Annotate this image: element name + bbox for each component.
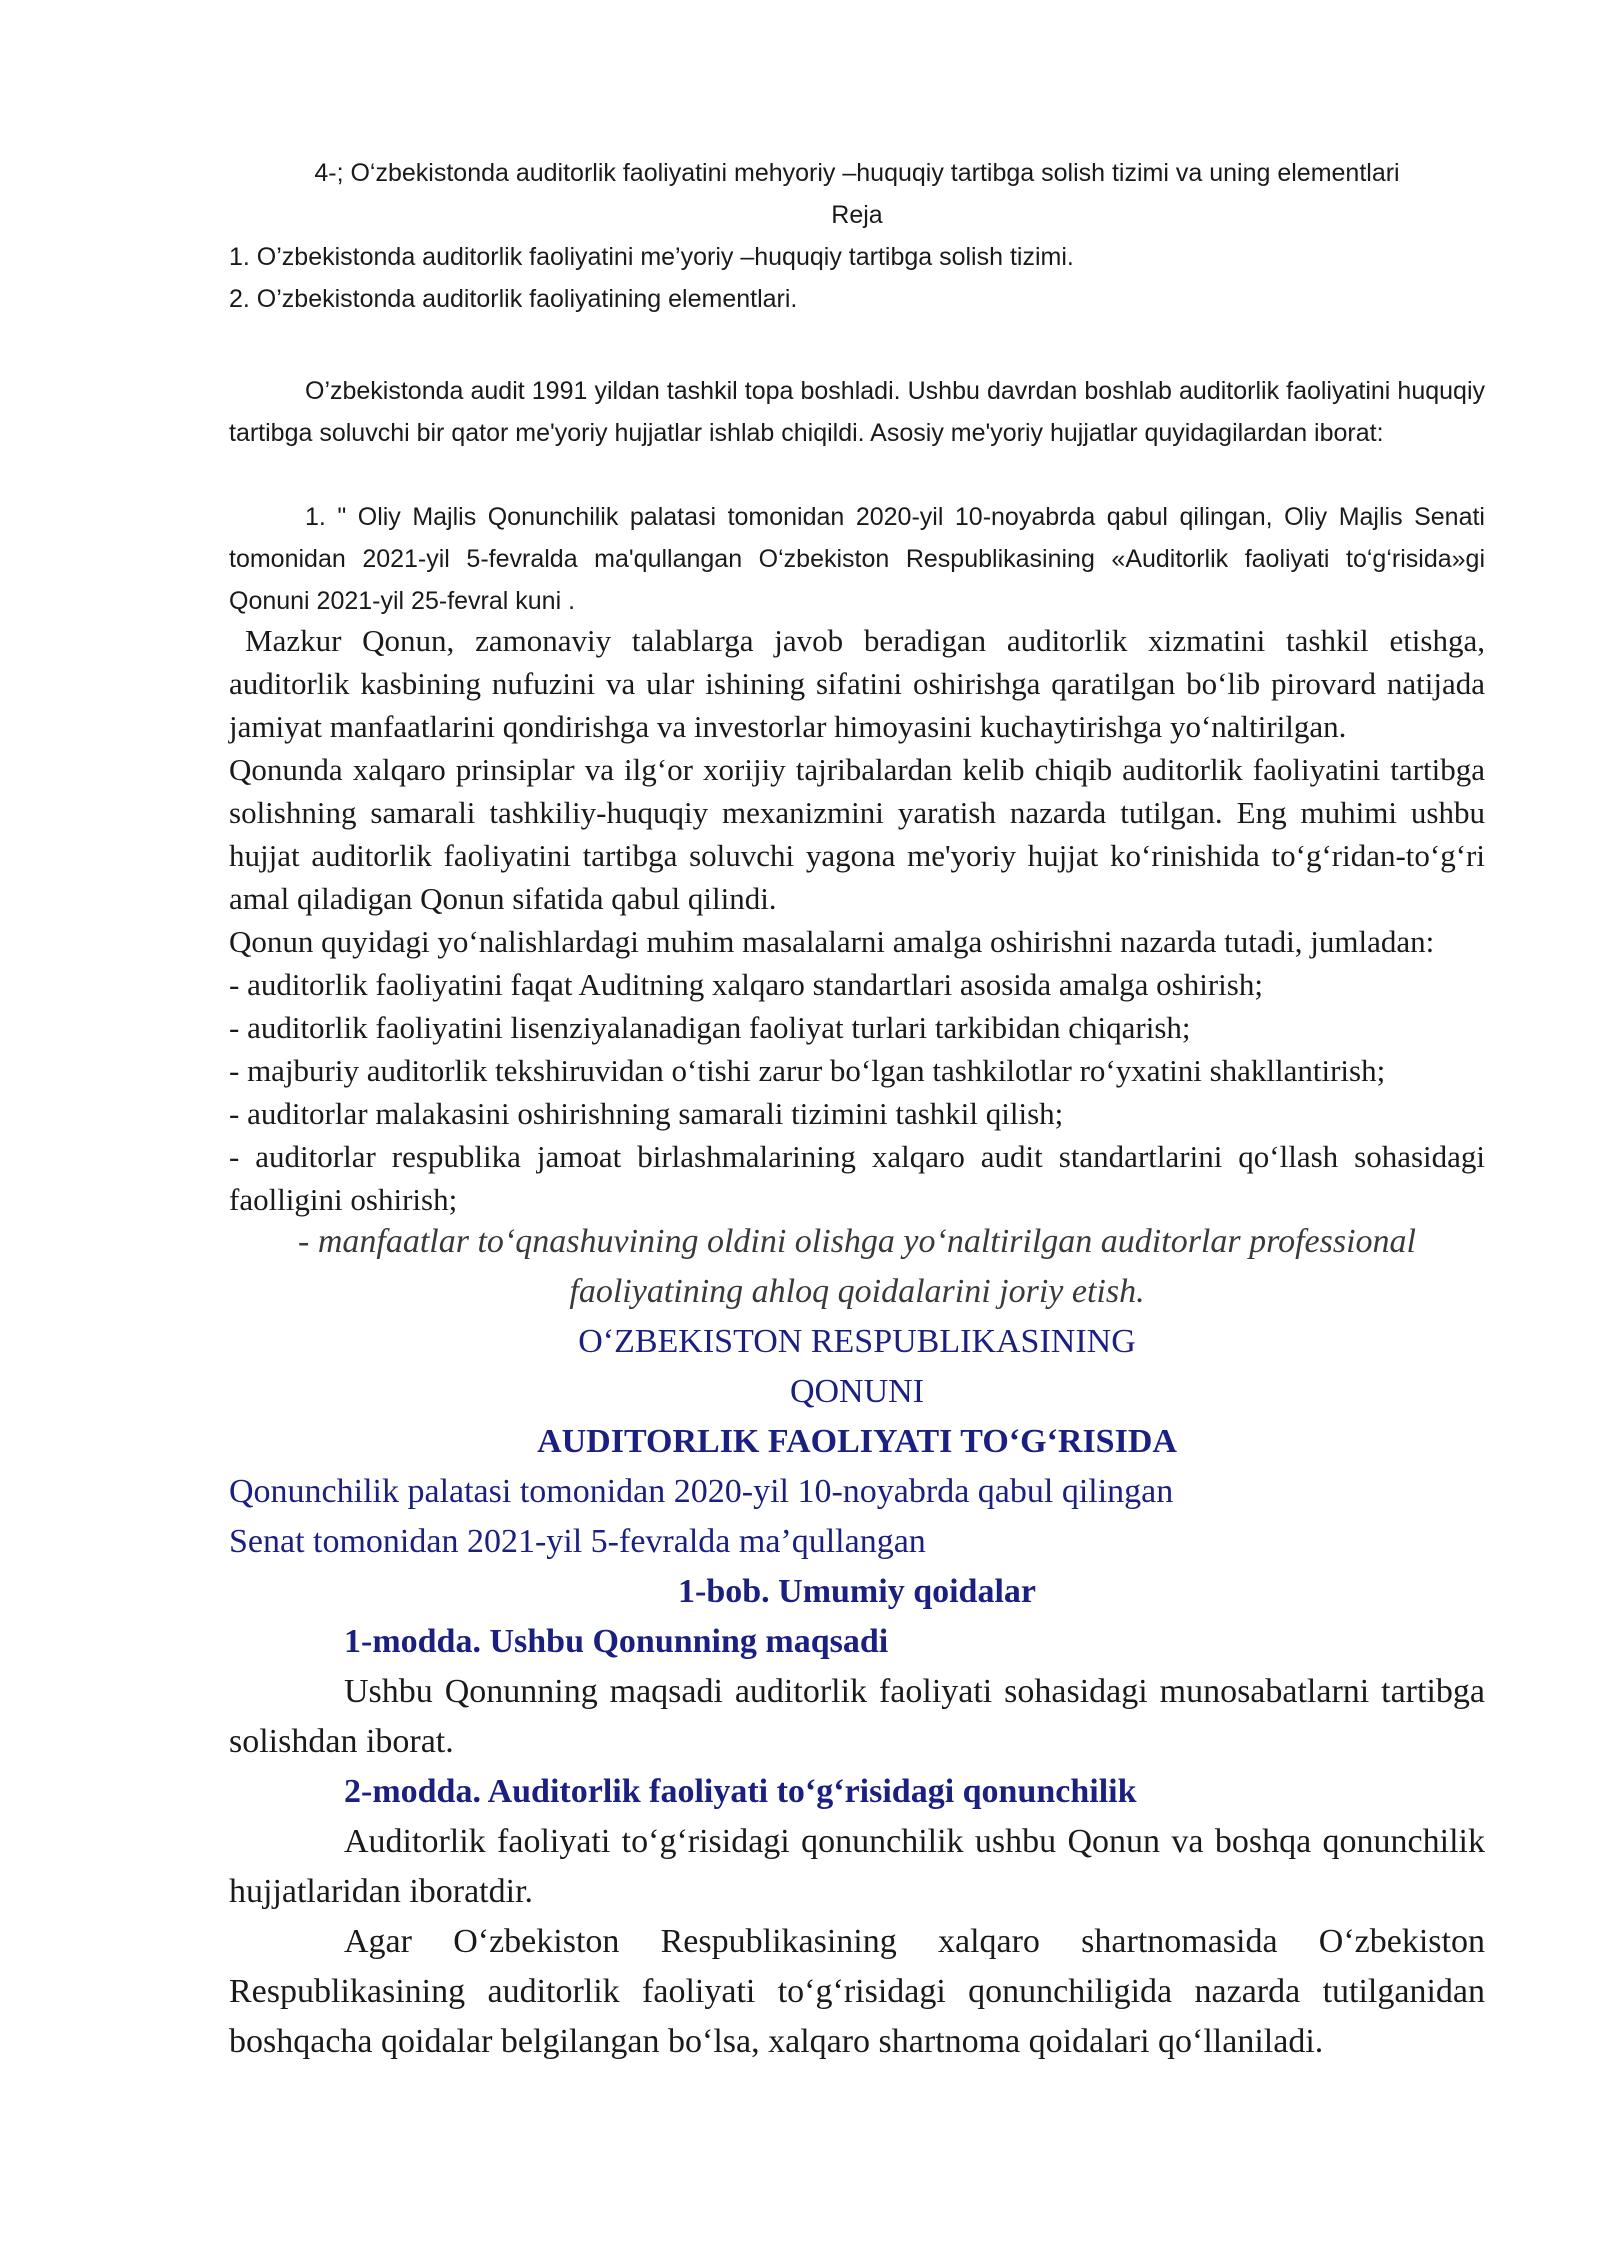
list-item: - auditorlar malakasini oshirishning samarali tizimini tashkil qilish; bbox=[229, 1096, 1064, 1131]
law-title: AUDITORLIK FAOLIYATI TO‘G‘RISIDA bbox=[537, 1423, 1177, 1460]
topic-heading: 4-; O‘zbekistonda auditorlik faoliyatini mehyoriy –huquqiy tartibga solish tizimi va uning elementlari bbox=[314, 159, 1400, 187]
intro-paragraph: O’zbekistonda audit 1991 yildan tashkil topa boshladi. Ushbu davrdan boshlab auditorlik faoliyatini huquqiy tartibga soluvchi bir qator me'yoriy hujjatlar ishlab chiqildi. Asosiy me'yoriy hujjatlar quyidagilardan iborat: bbox=[229, 377, 1485, 447]
plan-item-2: 2. O’zbekistonda auditorlik faoliyatining elementlari. bbox=[229, 285, 798, 313]
law-heading-country: O‘ZBEKISTON RESPUBLIKASINING bbox=[578, 1323, 1136, 1360]
list-item: - majburiy auditorlik tekshiruvidan o‘tishi zarur bo‘lgan tashkilotlar ro‘yxatini shakllantirish; bbox=[229, 1053, 1386, 1088]
italic-list-item: - manfaatlar to‘qnashuvining oldini olishga yo‘naltirilgan auditorlar professional faoliyatining ahloq qoidalarini joriy etish. bbox=[298, 1223, 1416, 1310]
article-2-text-1: Auditorlik faoliyati to‘g‘risidagi qonunchilik ushbu Qonun va boshqa qonunchilik hujjatlaridan iboratdir. bbox=[229, 1823, 1485, 1910]
article-2-title: 2-modda. Auditorlik faoliyati to‘g‘risidagi qonunchilik bbox=[344, 1773, 1137, 1810]
list-intro: Qonun quyidagi yo‘nalishlardagi muhim masalalarni amalga oshirishni nazarda tutadi, jumladan: bbox=[229, 924, 1435, 959]
article-2-text-2: Agar O‘zbekiston Respublikasining xalqaro shartnomasida O‘zbekiston Respublikasining auditorlik faoliyati to‘g‘risidagi qonunchiligida nazarda tutilganidan boshqacha qoidalar belgilangan bo‘lsa, xalqaro shartnoma qoidalari qo‘llaniladi. bbox=[229, 1923, 1485, 2060]
source-item-1: 1. " Oliy Majlis Qonunchilik palatasi tomonidan 2020-yil 10-noyabrda qabul qilingan, Oliy Majlis Senati tomonidan 2021-yil 5-fevralda ma'qullangan O‘zbekiston Respublikasining «Auditorlik faoliyati to‘g‘risida»gi Qonuni 2021-yil 25-fevral kuni . bbox=[229, 503, 1485, 615]
plan-label: Reja bbox=[831, 201, 883, 229]
article-1-text: Ushbu Qonunning maqsadi auditorlik faoliyati sohasidagi munosabatlarni tartibga solishdan iborat. bbox=[229, 1673, 1485, 1760]
law-heading-type: QONUNI bbox=[789, 1373, 925, 1410]
paragraph-law-mechanism: Qonunda xalqaro prinsiplar va ilg‘or xorijiy tajribalardan kelib chiqib auditorlik faoliyatini tartibga solishning samarali tashkiliy-huquqiy mexanizmini yaratish nazarda tutilgan. Eng muhimi ushbu hujjat auditorlik faoliyatini tartibga soluvchi yagona me'yoriy hujjat ko‘rinishida to‘g‘ridan-to‘g‘ri amal qiladigan Qonun sifatida qabul qilindi. bbox=[229, 752, 1485, 916]
plan-item-1: 1. O’zbekistonda auditorlik faoliyatini me’yoriy –huquqiy tartibga solish tizimi. bbox=[229, 243, 1074, 271]
article-1-title: 1-modda. Ushbu Qonunning maqsadi bbox=[344, 1623, 889, 1660]
list-item: - auditorlik faoliyatini lisenziyalanadigan faoliyat turlari tarkibidan chiqarish; bbox=[229, 1010, 1191, 1045]
law-adopted-line: Qonunchilik palatasi tomonidan 2020-yil 10-noyabrda qabul qilingan bbox=[229, 1473, 1174, 1510]
list-item: - auditorlik faoliyatini faqat Auditning xalqaro standartlari asosida amalga oshirish; bbox=[229, 967, 1263, 1002]
list-item: - auditorlar respublika jamoat birlashmalarining xalqaro audit standartlarini qo‘llash sohasidagi faolligini oshirish; bbox=[229, 1139, 1485, 1217]
law-approved-line: Senat tomonidan 2021-yil 5-fevralda ma’qullangan bbox=[229, 1523, 926, 1560]
paragraph-law-purpose: Mazkur Qonun, zamonaviy talablarga javob beradigan auditorlik xizmatini tashkil etishga, auditorlik kasbining nufuzini va ular ishining sifatini oshirishga qaratilgan bo‘lib pirovard natijada jamiyat manfaatlarini qondirishga va investorlar himoyasini kuchaytirishga yo‘naltirilgan. bbox=[229, 623, 1485, 744]
chapter-heading: 1-bob. Umumiy qoidalar bbox=[678, 1573, 1036, 1610]
